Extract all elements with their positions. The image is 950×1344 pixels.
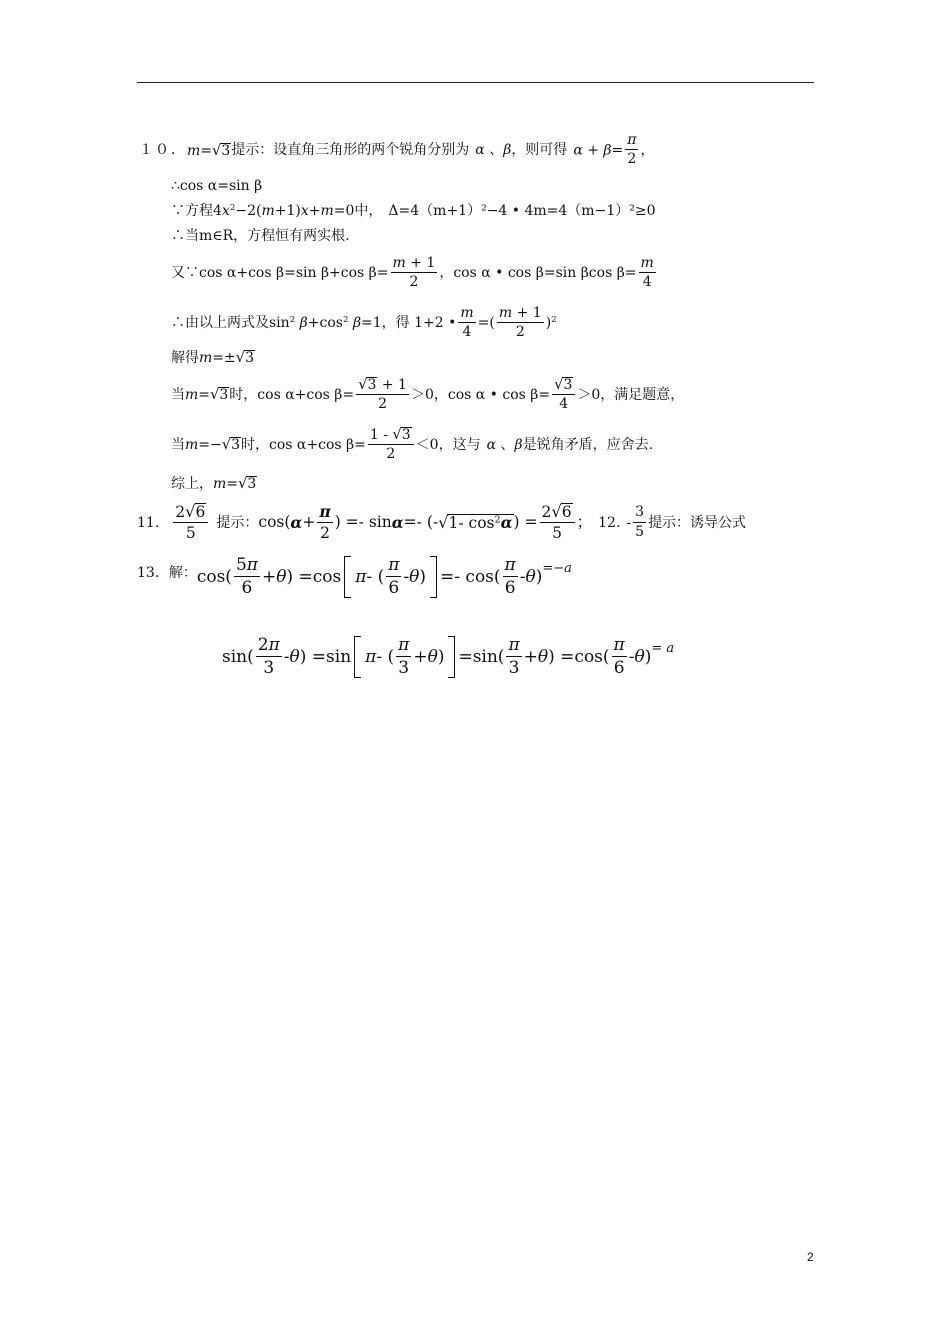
q10-line-5 [171, 256, 658, 291]
q10-eq-lead: ∵方程 [171, 203, 213, 219]
q10-conclude: 综上， [171, 475, 213, 492]
q10-gt0: ＞0，cos α • cos β= [410, 386, 551, 403]
q10-also-prod: ，cos α • cos β=sin βcos β= [439, 265, 637, 282]
q11-q12-line [137, 503, 746, 542]
q10-m-neg: m=− √ 3 [185, 436, 241, 454]
q12-hint: 提示：诱导公式 [648, 514, 747, 531]
q10-line-7 [171, 350, 255, 366]
q10-when-pos-lead: 当 [171, 386, 185, 403]
frac-m-over-4-b: $\frac{m}{4}$ [460, 305, 474, 341]
q10-when-neg-lead: 当 [171, 436, 185, 453]
q10-line-1 [139, 133, 654, 168]
q10-line-6 [171, 306, 557, 341]
q10-final: m= √ 3 [213, 474, 257, 492]
frac-m-plus-1-over-2: $\frac{m + 1}{2}$ [392, 255, 436, 291]
q10-equals-paren: =( [477, 315, 495, 332]
page-number: 2 [807, 1250, 814, 1264]
frac-sqrt3-plus-1-over-2: √ 3 + 1 2 [358, 375, 407, 413]
frac-sqrt3-over-4: √ 3 4 [552, 377, 575, 413]
q10-then: ，则可得 [511, 142, 568, 159]
q13-formula-1: cos( $\frac{5\pi}{6}$ + θ ) =cos π - ( $\frac{\pi}{6}$ - θ ) =- cos( $\frac{\pi}{6}$ - θ ) =−a [196, 555, 572, 598]
q10-answer: m= √ 3 [187, 141, 231, 159]
q10-when-pos-mid: 时，cos α+cos β= [229, 386, 355, 403]
q10-number: １０． [139, 142, 187, 159]
q13-line-1 [137, 556, 572, 598]
q10-m-pos: m= √ 3 [185, 386, 229, 404]
q11-answer: 2 √ 6 5 [173, 503, 208, 542]
frac-m-plus-1-over-2-b: $\frac{m + 1}{2}$ [498, 305, 542, 341]
q10-gt0-sat: ＞0，满足题意， [577, 386, 685, 403]
q11-hint: 提示： [216, 514, 259, 531]
q10-hint: 提示：设直角三角形的两个锐角分别为 [231, 142, 470, 159]
frac-1-minus-sqrt3-over-2: 1 - √ 3 2 [368, 427, 414, 463]
q10-angle-sum: α + β= $\frac{\pi}{2}$ ， [573, 132, 655, 168]
q10-pythag: $\sin^2 \beta+\cos^2$ β [269, 315, 362, 332]
q10-solution: m=± √ 3 [199, 348, 255, 366]
q10-angles: α 、β [475, 142, 512, 159]
q10-from-lead: ∴由以上两式及 [171, 315, 269, 332]
q10-line-2: ∴cos α=sin β [171, 178, 263, 194]
q10-also-lead: 又∵cos α+cos β=sin β+cos β= [171, 265, 389, 282]
q10-squared: )$^2$ [545, 315, 557, 332]
q10-angles-b: α 、β [486, 436, 523, 453]
header-rule [137, 82, 814, 83]
frac-m-over-4: $\frac{m}{4}$ [640, 255, 654, 291]
q11-formula: cos( α + $\frac{\pi}{2}$ ) =- sin α =- (- √ 1- $\cos^2\alpha$ ) = 2 √ 6 5 ； [258, 501, 593, 543]
q12-number: 12. [598, 514, 621, 531]
q10-line-10 [171, 476, 257, 492]
q11-number: 11. [137, 514, 160, 531]
q10-equation: $4x^2-2(m+1)x+m=0$ [213, 203, 355, 219]
q10-line-9 [171, 427, 653, 463]
q10-eq-zhong: 中， [354, 203, 383, 219]
q12-answer: - $\frac{3}{5}$ [626, 504, 645, 540]
q10-contra: 是锐角矛盾，应舍去. [522, 436, 654, 453]
q10-line-3 [171, 204, 655, 218]
q10-line-8 [171, 377, 684, 413]
q10-line-4: ∴当m∈R，方程恒有两实根. [171, 228, 350, 244]
q13-number: 13．解： [137, 565, 197, 581]
q10-when-neg-mid: 时，cos α+cos β= [241, 436, 366, 453]
q10-solve: 解得 [171, 349, 199, 366]
q13-line-2: sin( $\frac{2\pi}{3}$ - θ ) =sin π - ( $\frac{\pi}{3}$ + θ ) =sin( $\frac{\pi}{3}$ + θ ) =cos( $\frac{\pi}{6}$ - θ ) = a [222, 635, 675, 678]
q10-from-ident: =1，得 1+2 • [361, 315, 457, 332]
q10-lt0: ＜0，这与 [415, 436, 481, 453]
q10-discriminant: Δ=4（m+1）²−4 • 4m=4（m−1）²≥0 [388, 203, 656, 219]
